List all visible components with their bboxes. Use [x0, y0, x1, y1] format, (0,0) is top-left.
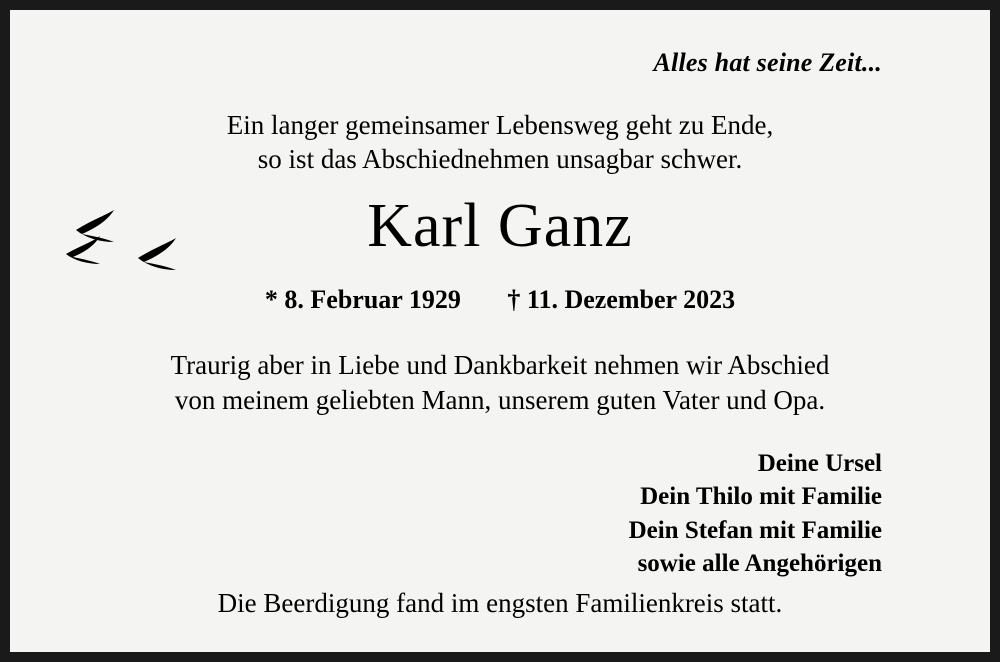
- deceased-name: Karl Ganz: [367, 192, 633, 260]
- death-date: † 11. Dezember 2023: [507, 285, 736, 314]
- body-line-1: Traurig aber in Liebe und Dankbarkeit nehmen wir Abschied: [170, 350, 830, 380]
- verse-line-1: Ein langer gemeinsamer Lebensweg geht zu Ende,: [226, 110, 774, 140]
- mourner-line-2: Dein Thilo mit Familie: [640, 483, 882, 511]
- birth-date: * 8. Februar 1929: [264, 285, 461, 314]
- body-line-2: von meinem geliebten Mann, unserem guten Vater und Opa.: [174, 385, 826, 416]
- notice-card: [10, 10, 990, 652]
- verse-line-2: so ist das Abschiednehmen unsagbar schwer.: [257, 144, 743, 175]
- mourners-block: [629, 447, 882, 580]
- mourner-line-1: Deine Ursel: [757, 450, 882, 477]
- life-dates: [10, 285, 990, 315]
- verse-block: [10, 108, 990, 177]
- motto-text: Alles hat seine Zeit...: [653, 48, 882, 77]
- closing-text: Die Beerdigung fand im engsten Familienkreis statt.: [217, 588, 783, 618]
- mourner-line-4: sowie alle Angehörigen: [637, 549, 882, 577]
- notice-content: [10, 10, 990, 652]
- mourner-line-3: Dein Stefan mit Familie: [628, 516, 882, 544]
- body-block: [10, 348, 990, 418]
